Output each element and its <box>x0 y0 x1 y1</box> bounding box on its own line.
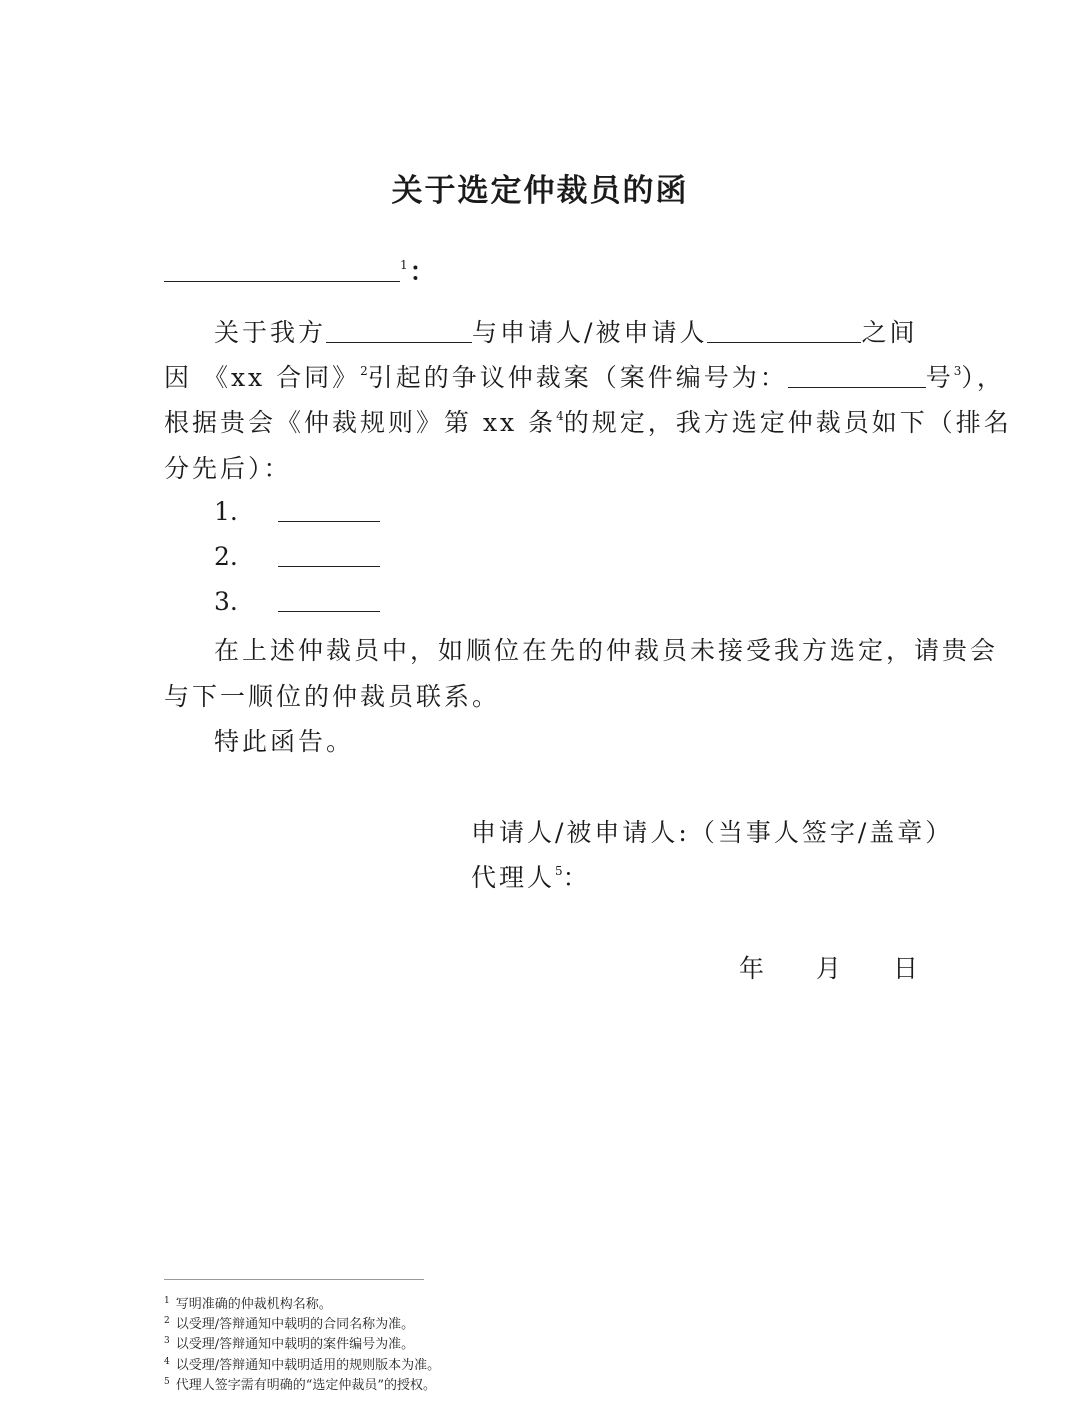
para1-line4: 分先后）： <box>164 454 292 483</box>
footnote-number: 3 <box>164 1336 170 1346</box>
agent-colon: ： <box>562 863 591 892</box>
footnote-number: 5 <box>164 1377 170 1387</box>
para1-text: 根据贵会《仲裁规则》第 xx 条 <box>164 408 557 437</box>
footnote-text: 以受理/答辩通知中载明的案件编号为准。 <box>175 1337 415 1352</box>
footnote-text: 以受理/答辩通知中载明的合同名称为准。 <box>175 1317 415 1332</box>
counterparty-blank <box>707 320 861 343</box>
footnote-1 <box>164 1293 332 1312</box>
agent-label: 代理人 <box>471 863 556 892</box>
arbitrator-item-1 <box>214 497 380 526</box>
para1-text: 引起的争议仲裁案（案件编号为： <box>367 363 788 392</box>
list-number: 1. <box>214 497 238 526</box>
para1-text: ）， <box>961 363 1005 392</box>
party-signature-line: 申请人/被申请人:（当事人签字/盖章） <box>471 818 954 847</box>
arbitrator-item-3 <box>214 587 380 616</box>
our-party-blank <box>326 320 472 343</box>
para1-text: 关于我方 <box>214 318 327 347</box>
footnote-5 <box>164 1374 436 1393</box>
footnote-text: 代理人签字需有明确的“选定仲裁员”的授权。 <box>175 1378 437 1393</box>
footnote-ref-2: 2 <box>360 364 368 378</box>
arbitrator-item-2 <box>214 542 380 571</box>
arbitrator-blank <box>278 499 380 522</box>
para1-line1 <box>214 313 917 349</box>
list-number: 2. <box>214 542 238 571</box>
date-year: 年 <box>739 954 768 983</box>
footnote-3 <box>164 1333 414 1352</box>
footnote-number: 1 <box>164 1296 170 1306</box>
footnote-ref-1: 1 <box>400 258 408 272</box>
para1-line2 <box>164 358 1005 394</box>
list-number: 3. <box>214 587 238 616</box>
para1-text: 的规定，我方选定仲裁员如下（排名 <box>563 408 1012 437</box>
date-month: 月 <box>816 954 845 983</box>
footnote-number: 2 <box>164 1316 170 1326</box>
case-number-blank <box>788 365 926 388</box>
arbitrator-blank <box>278 589 380 612</box>
document-title: 关于选定仲裁员的函 <box>391 173 689 209</box>
footnote-2 <box>164 1313 414 1332</box>
para1-text: 之间 <box>861 318 918 347</box>
para1-text: 因 《xx 合同》 <box>164 363 361 392</box>
footnote-number: 4 <box>164 1357 170 1367</box>
arbitrator-blank <box>278 544 380 567</box>
footnote-text: 以受理/答辩通知中载明适用的规则版本为准。 <box>175 1358 441 1373</box>
footnote-ref-3: 3 <box>953 364 962 378</box>
footnote-ref-4: 4 <box>556 409 564 423</box>
footnote-4 <box>164 1354 440 1373</box>
para1-line3 <box>164 403 1012 439</box>
agent-signature-line <box>471 858 591 894</box>
footnote-ref-5: 5 <box>555 864 563 878</box>
addressee-blank <box>164 259 400 282</box>
para2-line2: 与下一顺位的仲裁员联系。 <box>164 682 501 711</box>
footnote-text: 写明准确的仲裁机构名称。 <box>175 1297 332 1312</box>
para1-text: 与申请人/被申请人 <box>472 318 708 347</box>
closing-text: 特此函告。 <box>214 727 355 756</box>
para1-text: 号 <box>925 363 954 392</box>
date-day: 日 <box>893 954 922 983</box>
addressee-colon: ： <box>409 257 435 286</box>
footnote-separator <box>164 1279 424 1280</box>
para2-line1: 在上述仲裁员中，如顺位在先的仲裁员未接受我方选定，请贵会 <box>214 636 999 665</box>
addressee-line <box>164 252 435 288</box>
